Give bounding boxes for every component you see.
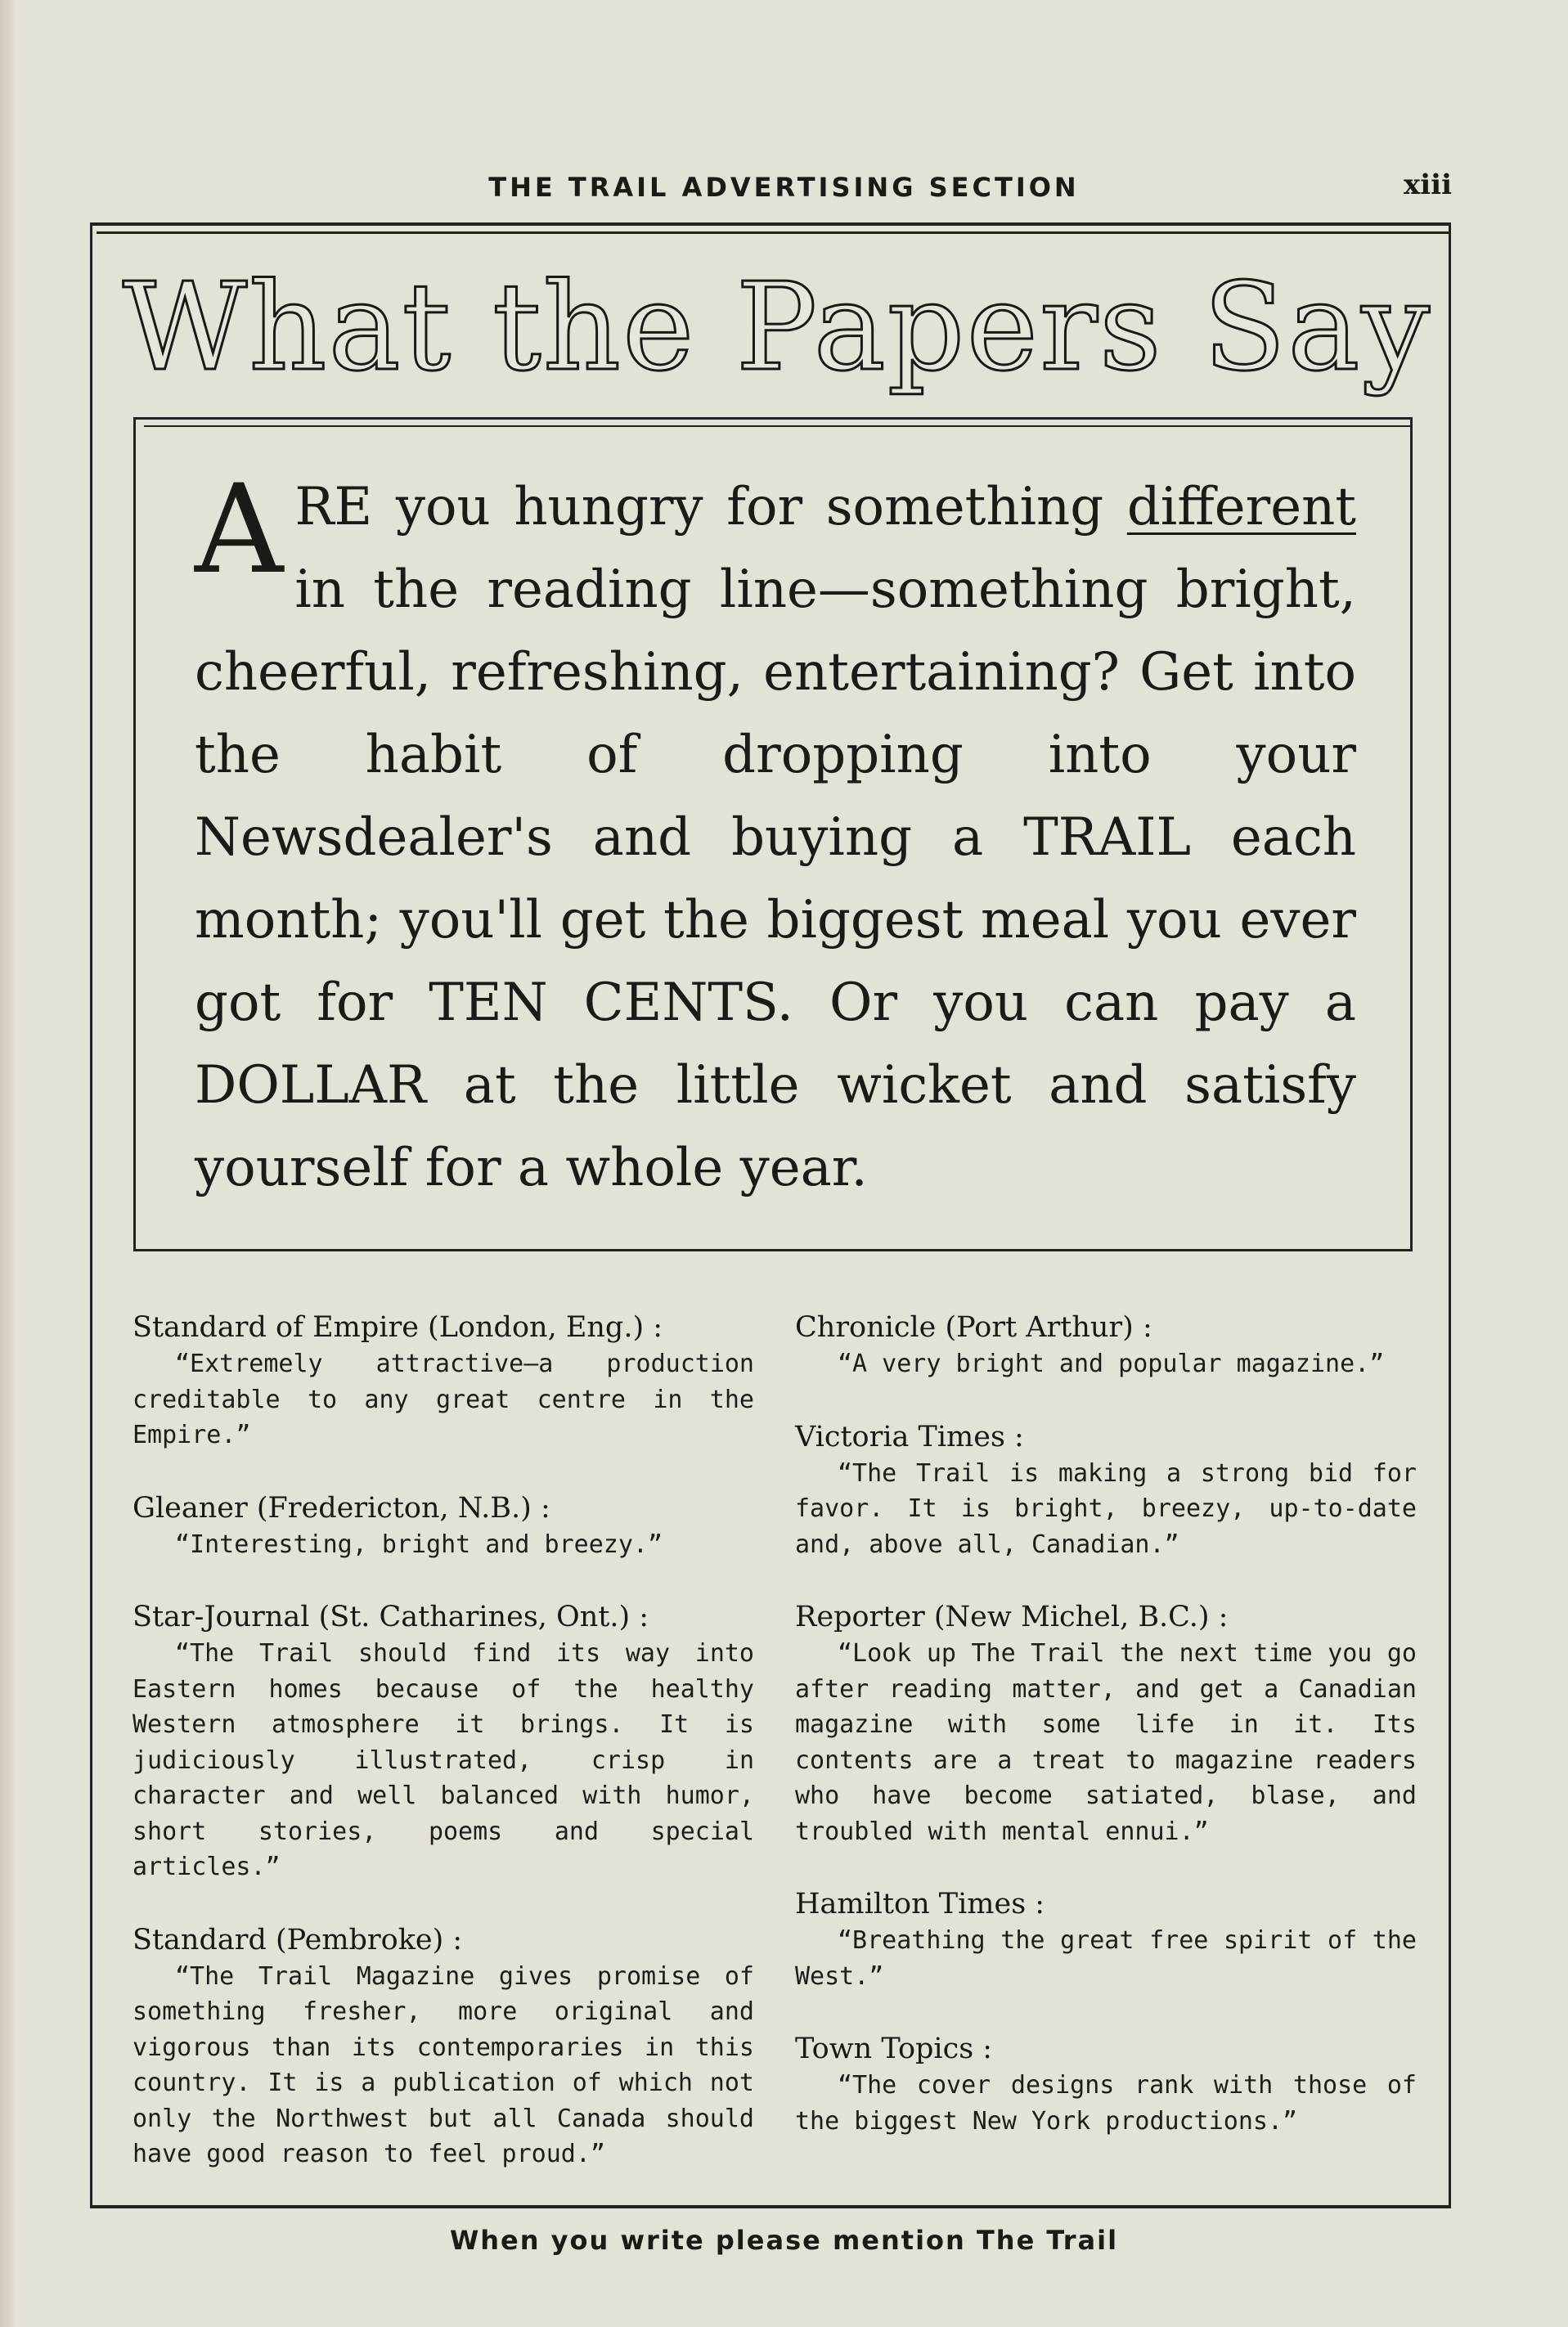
testimonial (795, 1309, 1417, 1382)
drop-cap: A (195, 459, 284, 601)
paper-name: Victoria Times : (795, 1420, 1024, 1453)
promo-text (195, 459, 1356, 1210)
testimonial (795, 1885, 1417, 1994)
paper-name: Chronicle (Port Arthur) : (795, 1311, 1152, 1344)
testimonials-left-column (133, 1309, 754, 2208)
page-number: xiii (1403, 168, 1452, 201)
paper-name: Standard (Pembroke) : (133, 1923, 463, 1956)
testimonial (133, 1489, 754, 1563)
footer-note: When you write please mention The Trail (449, 2225, 1119, 2256)
testimonials (133, 1309, 1417, 2208)
paper-quote: “Interesting, bright and breezy.” (175, 1530, 663, 1559)
paper-quote: “Extremely attractive—a production creditable to any great centre in the Empire.” (133, 1350, 754, 1449)
paper-name: Gleaner (Fredericton, N.B.) : (133, 1491, 550, 1525)
paper-name: Standard of Empire (London, Eng.) : (133, 1311, 663, 1344)
promo-text-part-1: RE you hungry for something (294, 477, 1127, 537)
paper-name: Star-Journal (St. Catharines, Ont.) : (133, 1601, 649, 1633)
running-head: THE TRAIL ADVERTISING SECTION (488, 172, 1080, 203)
testimonial (795, 2030, 1417, 2139)
paper-quote: “A very bright and popular magazine.” (838, 1350, 1385, 1378)
testimonial (795, 1418, 1417, 1563)
paper-quote: “The cover designs rank with those of the biggest New York productions.” (795, 2071, 1417, 2136)
promo-emphasis: different (1126, 477, 1356, 537)
page-binding-edge (0, 0, 15, 2327)
paper-quote: “The Trail should find its way into Eastern homes because of the healthy Western atmosphere it brings. It is judiciously illustrated, crisp in character and well balanced with humor, short stories, poems and special articles.” (133, 1639, 754, 1881)
promo-text-part-2: in the reading line—something bright, cheerful, refreshing, entertaining? Get into the habit of dropping into your Newsdealer's and buying a TRAIL each month; you'll get the biggest meal you ever got for TEN CENTS. Or you can pay a DOLLAR at the little wicket and satisfy yourself for a whole year. (195, 559, 1356, 1198)
testimonial (133, 1598, 754, 1885)
testimonials-right-column (795, 1309, 1417, 2208)
paper-name: Hamilton Times : (795, 1888, 1045, 1920)
paper-name: Town Topics : (795, 2033, 993, 2065)
testimonial (133, 1921, 754, 2172)
paper-quote: “The Trail Magazine gives promise of something fresher, more original and vigorous than its contemporaries in this country. It is a publication of which not only the Northwest but all Canada should have good reason to feel proud.” (133, 1961, 754, 2168)
promo-box-rule (144, 425, 1410, 427)
frame-top-rule (97, 231, 1451, 234)
testimonial (795, 1598, 1417, 1849)
testimonial (133, 1309, 754, 1453)
paper-quote: “Breathing the great free spirit of the West.” (795, 1926, 1417, 1991)
headline: What the Papers Say (122, 257, 1432, 398)
paper-quote: “Look up The Trail the next time you go after reading matter, and get a Canadian magazine with some life in it. Its contents are a treat to magazine readers who have become satiated, blase, and troubled with mental ennui.” (795, 1639, 1417, 1846)
paper-quote: “The Trail is making a strong bid for favor. It is bright, breezy, up-to-date and, above all, Canadian.” (795, 1458, 1417, 1559)
paper-name: Reporter (New Michel, B.C.) : (795, 1601, 1229, 1633)
